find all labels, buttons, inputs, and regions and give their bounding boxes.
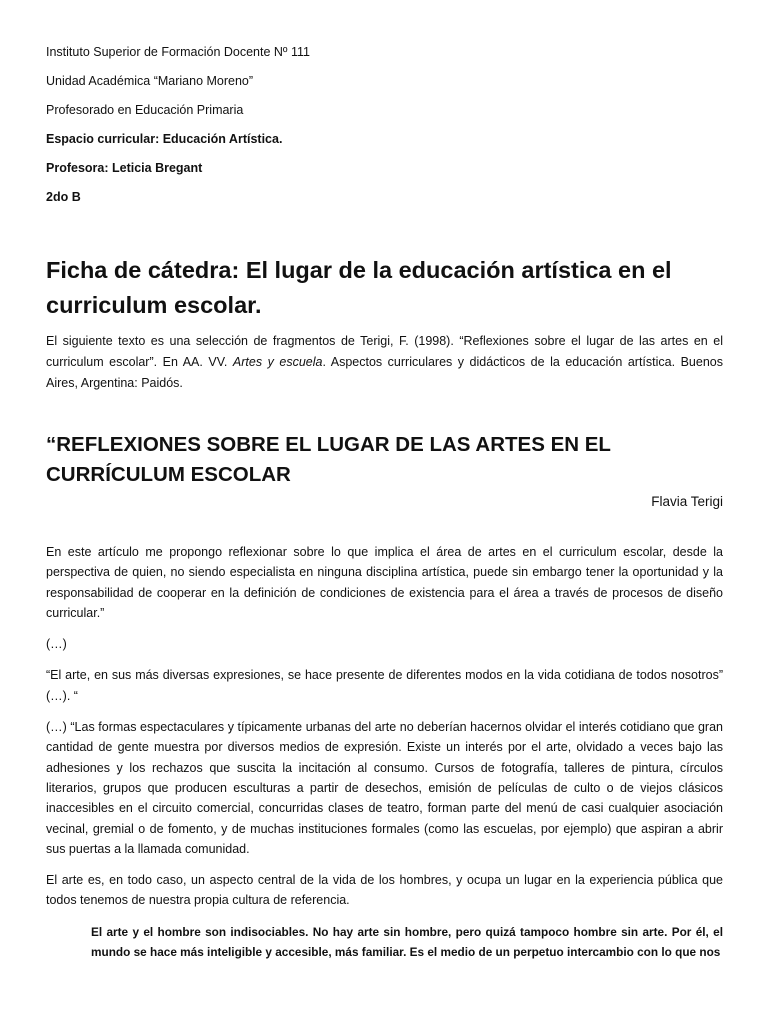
intro-paragraph [46,331,723,394]
document-title: Ficha de cátedra: El lugar de la educación artística en el curriculum escolar. [46,257,672,318]
body-paragraph: (…) “Las formas espectaculares y típicamente urbanas del arte no deberían hacernos olvidar el interés cotidiano que gran cantidad de gente muestra por diversos medios de expresión. Existe un interés por el arte, olvidado a veces bajo las adhesiones y los rechazos que suscita la incitación al consumo. Cursos de fotografía, talleres de pintura, círculos literarios, grupos que producen esculturas a partir de desechos, emisión de películas de culto o de viejos clásicos inaccesibles en el circuito comercial, concurridas clases de teatro, forman parte del menú de casi cualquier asociación vecinal, gremial o de fomento, y de muchas instituciones formales (como las escuelas, por ejemplo) que aspiran a abrir sus puertas a la llamada comunidad. [46,720,723,856]
teacher-name: Profesora: Leticia Bregant [46,161,203,175]
ellipsis-paragraph: (…) [46,637,67,652]
intro-text-end: . Aspectos curriculares y didácticos de la educación artística. Buenos Aires, Argentina: Paidós. [46,355,723,390]
body-paragraph: “El arte, en sus más diversas expresiones, se hace presente de diferentes modos en la vida cotidiana de todos nosotros” (…). “ [46,668,723,703]
document-page [46,44,723,962]
intro-book-title: Artes y escuela [232,355,323,369]
class-group: 2do B [46,190,81,204]
intro-text-start: El siguiente texto es una selección de fragmentos de Terigi, F. (1998). “Reflexiones sobre el lugar de las artes en el curriculum escolar”. En AA. VV. [46,334,723,369]
academic-unit: Unidad Académica “Mariano Moreno” [46,74,254,88]
institute-name: Instituto Superior de Formación Docente Nº 111 [46,45,310,59]
curricular-space: Espacio curricular: Educación Artística. [46,132,283,146]
program-name: Profesorado en Educación Primaria [46,103,244,117]
body-paragraph: En este artículo me propongo reflexionar sobre lo que implica el área de artes en el curriculum escolar, desde la perspectiva de quien, no siendo especialista en ninguna disciplina artística, puede sin embargo tener la oportunidad y la responsabilidad de cooperar en la definición de condiciones de existencia para el área a través de procesos de diseño curricular.” [46,545,723,620]
article-title: “REFLEXIONES SOBRE EL LUGAR DE LAS ARTES EN EL CURRÍCULUM ESCOLAR [46,433,611,486]
block-quote: El arte y el hombre son indisociables. No hay arte sin hombre, pero quizá tampoco hombre sin arte. Por él, el mundo se hace más inteligible y accesible, más familiar. Es el medio de un perpetuo intercambio con lo que nos [91,924,723,959]
body-paragraph: El arte es, en todo caso, un aspecto central de la vida de los hombres, y ocupa un lugar en la experiencia pública que todos tenemos de nuestra propia cultura de referencia. [46,873,723,908]
article-author: Flavia Terigi [651,494,723,509]
